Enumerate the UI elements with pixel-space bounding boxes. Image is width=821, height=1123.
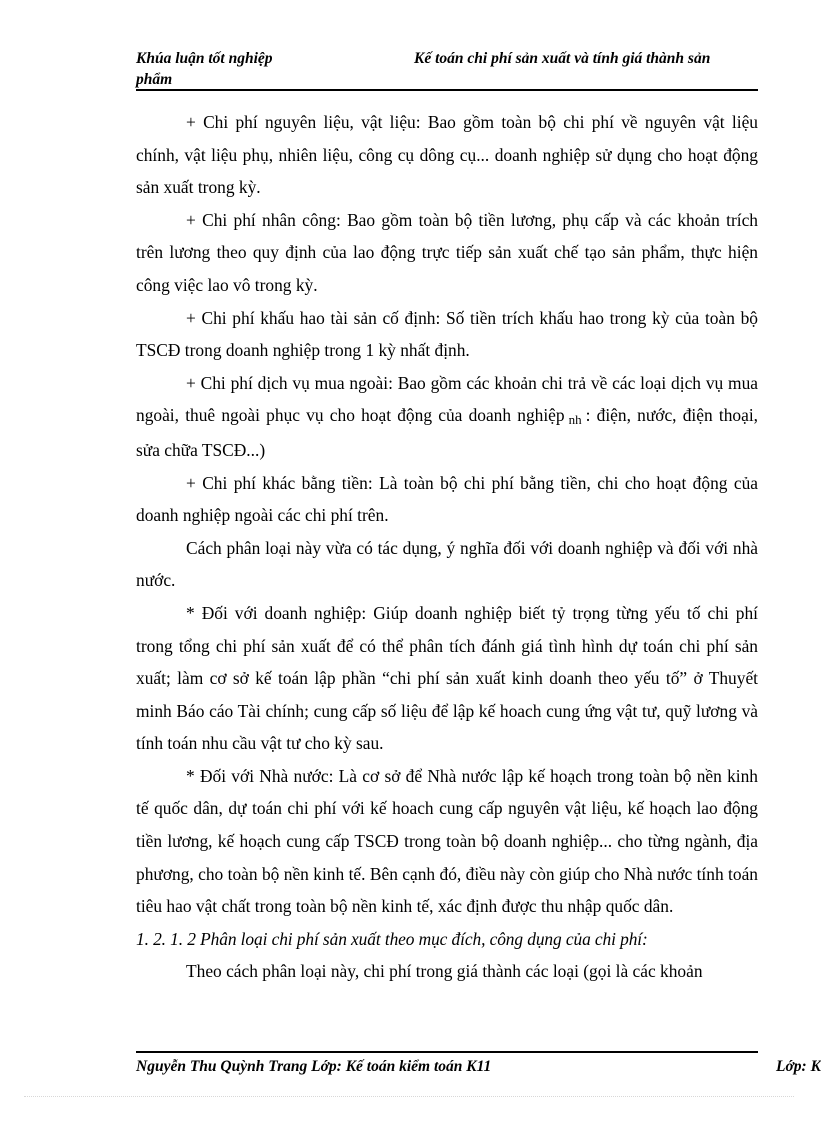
header-right: Kế toán chi phí sản xuất và tính giá thành sản (414, 50, 711, 67)
paragraph-labor: + Chi phí nhân công: Bao gồm toàn bộ tiền lương, phụ cấp và các khoản trích trên lương theo quy định của lao động trực tiếp sản xuất chế tạo sản phẩm, thực hiện công việc lao vô trong kỳ. (136, 209, 758, 295)
inline-subscript: nh (568, 412, 582, 428)
outsourced-services-tail: : điện, nước, điện thoại, sửa chữa TSCĐ...) (136, 405, 758, 460)
document-body (136, 106, 758, 988)
page-bottom-border (24, 1096, 794, 1097)
header-left (136, 48, 273, 90)
paragraph-classification-method: Theo cách phân loại này, chi phí trong giá thành các loại (gọi là các khoản (186, 961, 703, 982)
header-divider (136, 89, 758, 91)
footer-class: Lớp: K (776, 1058, 821, 1075)
header-left-text: Khúa luận tốt nghiệp phẩm (136, 50, 273, 88)
paragraph-outsourced-services (136, 367, 758, 467)
footer-author: Nguyễn Thu Quỳnh Trang Lớp: Kế toán kiểm toán K11 (136, 1058, 492, 1075)
paragraph-classification-purpose: Cách phân loại này vừa có tác dụng, ý nghĩa đối với doanh nghiệp và đối với nhà nước. (136, 537, 758, 591)
footer-divider (136, 1051, 758, 1053)
paragraph-depreciation: + Chi phí khấu hao tài sản cố định: Số tiền trích khấu hao trong kỳ của toàn bộ TSCĐ trong doanh nghiệp trong 1 kỳ nhất định. (136, 307, 758, 361)
outsourced-services-text: + Chi phí dịch vụ mua ngoài: Bao gồm các khoản chi trả về các loại dịch vụ mua ngoài, thuê ngoài phục vụ cho hoạt động của doanh nghiệp (136, 372, 758, 426)
section-heading: 1. 2. 1. 2 Phân loại chi phí sản xuất theo mục đích, công dụng của chi phí: (136, 928, 648, 949)
paragraph-materials: + Chi phí nguyên liệu, vật liệu: Bao gồm toàn bộ chi phí về nguyên vật liệu chính, vật liệu phụ, nhiên liệu, công cụ dông cụ... doanh nghiệp sử dụng cho hoạt động sản xuất trong kỳ. (136, 112, 758, 198)
paragraph-other-cash: + Chi phí khác bằng tiền: Là toàn bộ chi phí bằng tiền, chi cho hoạt động của doanh nghiệp ngoài các chi phí trên. (136, 472, 758, 526)
paragraph-for-state: * Đối với Nhà nước: Là cơ sở để Nhà nước lập kế hoạch trong toàn bộ nền kinh tế quốc dân, dự toán chi phí với kế hoach cung cấp nguyên vật liệu, kế hoạch lao động tiền lương, kế hoạch cung cấp TSCĐ trong toàn bộ doanh nghiệp... cho từng ngành, địa phương, cho toàn bộ nền kinh tế. Bên cạnh đó, điều này còn giúp cho Nhà nước tính toán tiêu hao vật chất trong toàn bộ nền kinh tế, xác định được thu nhập quốc dân. (136, 765, 758, 917)
paragraph-for-enterprise: * Đối với doanh nghiệp: Giúp doanh nghiệp biết tỷ trọng từng yếu tố chi phí trong tổng chi phí sản xuất để có thể phân tích đánh giá tình hình dự toán chi phí sản xuất; làm cơ sở kế toán lập phần “chi phí sản xuất kinh doanh theo yếu tố” ở Thuyết minh Báo cáo Tài chính; cung cấp số liệu để lập kế hoach cung ứng vật tư, quỹ lương và tính toán nhu cầu vật tư cho kỳ sau. (136, 602, 758, 754)
